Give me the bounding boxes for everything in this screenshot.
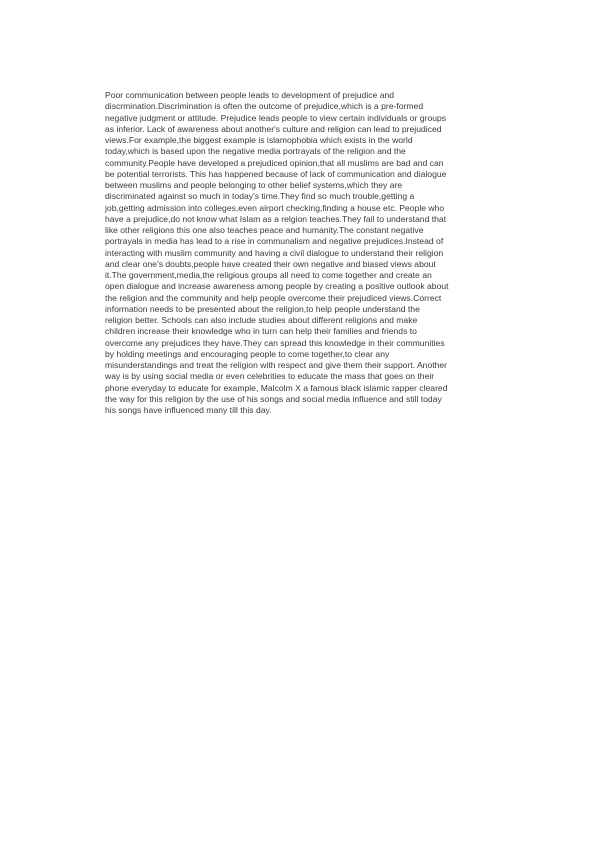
paragraph-line: and clear one's doubts,people have created their own negative and biased views about (105, 258, 436, 269)
paragraph-line: as inferior. Lack of awareness about another's culture and religion can lead to prejudiced (105, 123, 442, 134)
paragraph-line: open dialogue and increase awareness among people by creating a positive outlook about (105, 281, 449, 292)
paragraph-line: discrmination.Discrimination is often the outcome of prejudice,which is a pre-formed (105, 101, 424, 112)
paragraph-line: community.People have developed a prejudiced opinion,that all muslims are bad and can (105, 157, 444, 168)
paragraph-line: interacting with muslim community and having a civil dialogue to understand their religion (105, 247, 444, 258)
paragraph-line: job,getting admission into colleges,even airport checking,finding a house etc. People who (105, 202, 445, 213)
paragraph-line: portrayals in media has lead to a rise in communalism and negative prejudices.Instead of (105, 236, 444, 247)
paragraph-line: overcome any prejudices they have.They can spread this knowledge in their communities (105, 337, 445, 348)
paragraph-line: it.The government,media,the religious groups all need to come together and create an (105, 270, 432, 280)
paragraph-line: today,which is based upon the negative media portrayals of the religion and the (105, 146, 406, 157)
paragraph-line: like other religions this one also teaches peace and humanity.The constant negative (105, 225, 424, 235)
paragraph-line: the way for this religion by the use of his songs and social media influence and still today (105, 393, 442, 404)
paragraph-line: by holding meetings and encouraging people to come together,to clear any (105, 348, 390, 359)
paragraph-line: misunderstandings and treat the religion with respect and give them their support. Another (105, 360, 448, 370)
paragraph-line: phone everyday to educate for example, Malcolm X a famous black islamic rapper cleared (105, 382, 448, 393)
paragraph-line: views.For example,the biggest example is islamophobia which exists in the world (105, 135, 413, 145)
paragraph-line: be potential terrorists. This has happened because of lack of communication and dialogue (105, 168, 447, 179)
paragraph-line: way is by using social media or even celebrities to educate the mass that goes on their (105, 371, 435, 382)
paragraph-line: Poor communication between people leads to development of prejudice and (105, 90, 395, 100)
paragraph-line: have a prejudice,do not know what Islam as a relgion teaches.They fail to understand that (105, 213, 447, 224)
paragraph-line: information needs to be presented about the religion,to help people understand the (105, 303, 420, 314)
paragraph-line: children increase their knowledge who in turn can help their families and friends to (105, 326, 417, 337)
paragraph-line: between muslims and people belonging to other belief systems,which they are (105, 180, 403, 190)
paragraph-line: his songs have influenced many till this day. (105, 405, 272, 415)
essay-paragraph (105, 90, 515, 416)
paragraph-line: religion better. Schools can also include studies about different religions and make (105, 315, 418, 325)
paragraph-line: discriminated against so much in today's time.They find so much trouble,getting a (105, 191, 415, 202)
paragraph-line: negative judgment or attitude. Prejudice leads people to view certain individuals or groups (105, 112, 447, 123)
paragraph-line: the religion and the community and help people overcome their prejudiced views.Correct (105, 292, 442, 303)
